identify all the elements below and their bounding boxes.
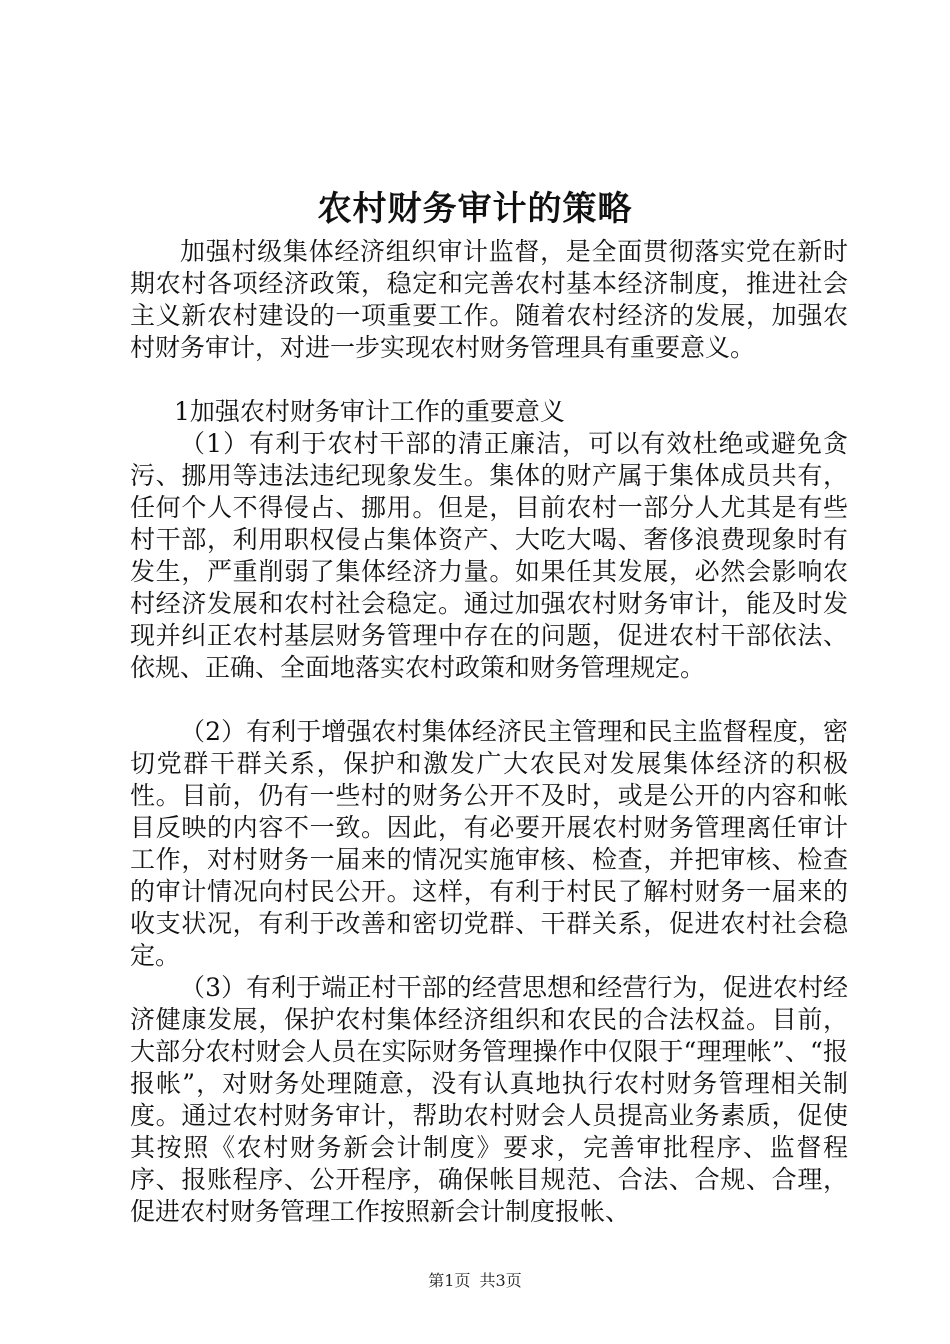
- paragraph-point-3: （3）有利于端正村干部的经营思想和经营行为，促进农村经济健康发展，保护农村集体经济组织和农民的合法权益。目前，大部分农村财会人员在实际财务管理操作中仅限于“理理帐”、“报报帐”，对财务处理随意，没有认真地执行农村财务管理相关制度。通过农村财务审计，帮助农村财会人员提高业务素质，促使其按照《农村财务新会计制度》要求，完善审批程序、监督程序、报账程序、公开程序，确保帐目规范、合法、合规、合理，促进农村财务管理工作按照新会计制度报帐、: [130, 973, 848, 1226]
- document-title: 农村财务审计的策略: [317, 189, 633, 229]
- intro-paragraph: 加强村级集体经济组织审计监督，是全面贯彻落实党在新时期农村各项经济政策，稳定和完善农村基本经济制度，推进社会主义新农村建设的一项重要工作。随着农村经济的发展，加强农村财务审计，对进一步实现农村财务管理具有重要意义。: [130, 237, 848, 362]
- page-footer: [0, 1270, 950, 1292]
- page-total: 共3页: [479, 1271, 522, 1290]
- page-number: 第1页: [428, 1271, 471, 1290]
- document-body: [130, 236, 848, 1228]
- paragraph-point-1: （1）有利于农村干部的清正廉洁，可以有效杜绝或避免贪污、挪用等违法违纪现象发生。集体的财产属于集体成员共有，任何个人不得侵占、挪用。但是，目前农村一部分人尤其是有些村干部，利用职权侵占集体资产、大吃大喝、奢侈浪费现象时有发生，严重削弱了集体经济力量。如果任其发展，必然会影响农村经济发展和农村社会稳定。通过加强农村财务审计，能及时发现并纠正农村基层财务管理中存在的问题，促进农村干部依法、依规、正确、全面地落实农村政策和财务管理规定。: [130, 429, 848, 682]
- section-heading: 1加强农村财务审计工作的重要意义: [174, 397, 565, 426]
- paragraph-point-2: （2）有利于增强农村集体经济民主管理和民主监督程度，密切党群干群关系，保护和激发广大农民对发展集体经济的积极性。目前，仍有一些村的财务公开不及时，或是公开的内容和帐目反映的内容不一致。因此，有必要开展农村财务管理离任审计工作，对村财务一届来的情况实施审核、检查，并把审核、检查的审计情况向村民公开。这样，有利于村民了解村财务一届来的收支状况，有利于改善和密切党群、干群关系，促进农村社会稳定。: [130, 717, 848, 970]
